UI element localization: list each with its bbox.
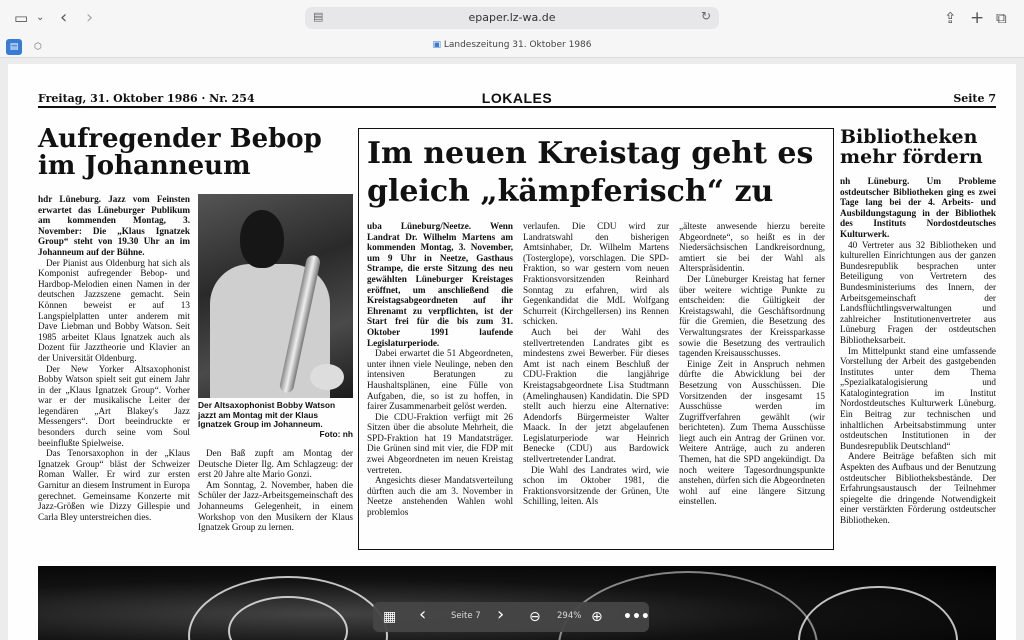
tab-favicon-icon: ▣ bbox=[432, 40, 444, 50]
article2-paragraph: Auch bei der Wahl des stellvertretenden Landrates gibt es mindestens zwei Bewerber. Für dieses Amt ist nach einem Beschluß der CDU-Fraktion die langjährige Kreistagsabgeordnete Lisa Studtmann (Amelinghausen) Kandidatin. Die SPD stellt auch hierzu eine Alternative: Adendorfs Bürgermeister Walter Maack. In der jetzt abgelaufenen Legislaturperiode war Heinrich Benecke (CDU) aus Bardowick stellvertretender Landrat. bbox=[523, 326, 669, 465]
article2-paragraph: Die Wahl des Landrates wird, wie schon im Oktober 1981, die Fraktionsvorsitzende der Grünen, Ute Schilling, leiten. Als bbox=[523, 464, 669, 507]
photo-caption-text: Der Altsaxophonist Bobby Watson jazzt am Montag mit der Klaus Ignatzek Group im Johanneum. bbox=[198, 400, 336, 430]
share-icon[interactable]: ⇪ bbox=[944, 9, 957, 27]
article1-paragraph: Den Baß zupft am Montag der Deutsche Dieter Ilg. Am Schlagzeug: der erst 20 Jahre alte Mario Gonzi. bbox=[198, 448, 353, 480]
forward-button[interactable]: › bbox=[86, 7, 94, 28]
saxophonist-photo bbox=[198, 194, 353, 398]
article1-column1 bbox=[38, 194, 190, 522]
tab-title[interactable] bbox=[0, 40, 1024, 50]
page-number: Seite 7 bbox=[953, 92, 996, 105]
viewer-toolbar bbox=[373, 602, 649, 632]
newspaper-page bbox=[8, 64, 1016, 640]
article3-headline: Bibliotheken mehr fördern bbox=[840, 126, 983, 168]
article2-paragraph: Die CDU-Fraktion verfügt mit 26 Sitzen über die absolute Mehrheit, die SPD-Fraktion hat 19 Mandatsträger. Die Grünen sind mit vier, die FDP mit zwei Abgeordneten im neuen Kreistag vertreten. bbox=[367, 411, 513, 475]
article2-box bbox=[358, 128, 834, 550]
article1-headline: Aufregender Bebop im Johanneum bbox=[38, 124, 322, 182]
issue-date: Freitag, 31. Oktober 1986 · Nr. 254 bbox=[38, 92, 255, 105]
article3-paragraph: 40 Vertreter aus 32 Bibliotheken und kulturellen Einrichtungen aus der ganzen Bundesrepublik besprachen unter Beteiligung von Vertretern des Bundesministeriums des Innern, der Arbeitsgemeinschaft der Landsflüchtlingsverwaltungen und zahlreicher Institutionenvertreter aus Lüneburg Fragen der ostdeutschen Bibliotheksarbeit. bbox=[840, 239, 996, 345]
back-button[interactable]: ‹ bbox=[60, 7, 68, 28]
photo-caption bbox=[198, 401, 353, 439]
more-icon[interactable]: ••• bbox=[623, 609, 650, 625]
browser-toolbar bbox=[0, 0, 1024, 36]
article1-paragraph: Der Pianist aus Oldenburg hat sich als Komponist aufregender Bebop- und Hardbop-Melodien einen Namen in der deutschen Jazzszene gemacht. Sein Können beweist er auf 13 Langspielplatten unter anderem mit Dave Liebman und Bobby Watson. Seit 1985 arbeitet Klaus Ignatzek auch als Dozent für Jazztheorie und Klavier an der Universität Oldenburg. bbox=[38, 257, 190, 363]
prev-page-button[interactable]: ‹ bbox=[419, 604, 427, 625]
tab-bar bbox=[0, 36, 1024, 58]
article2-paragraph: Dabei erwartet die 51 Abgeordneten, unter ihnen viele Neulinge, neben den intensiven Beratungen zu Haushaltsplänen, eine Fülle von Aufgaben, die, so ist zu hoffen, in fairer Zusammenarbeit gelöst werden. bbox=[367, 348, 513, 412]
article1-paragraph: Der New Yorker Altsaxophonist Bobby Watson spielt seit gut einem Jahr in der „Klaus Ignatzek Group“. Vorher war er der musikalische Leiter der legendären „Art Blakey's Jazz Messengers“. Dort beeindruckte er besonders durch seine vom Soul beeinflußte Spielweise. bbox=[38, 363, 190, 448]
url-text: epaper.lz-wa.de bbox=[468, 11, 556, 24]
article2-column2 bbox=[523, 221, 669, 507]
article2-paragraph: Der Lüneburger Kreistag hat ferner über weitere wichtige Punkte zu entscheiden: die Gültigkeit der Kreistagswahl, die Geschäftsordnung für die Gremien, die Besetzung des Verwaltungsrates der Kreissparkasse sowie die Besetzung des vertraulich tagenden Kreisausschusses. bbox=[679, 273, 825, 359]
article3-lead: nh Lüneburg. Um Probleme ostdeutscher Bibliotheken ging es zwei Tage lang bei der 4. Arbeits- und Ausbildungstagung in der Bibliothek des Instituts Nordostdeutsches Kulturwerk. bbox=[840, 176, 996, 239]
new-tab-button[interactable]: + bbox=[970, 8, 985, 28]
article2-paragraph: verlaufen. Die CDU wird zur Landratswahl den bisherigen Amtsinhaber, Dr. Wilhelm Martens (Tosterglope), vorschlagen. Die SPD-Fraktion, so war gestern vom neuen Fraktionsvorsitzenden Reinhard Sonntag zu erfahren, wird als Gegenkandidat die MdL Wolfgang Schurreit (Kirchgellersen) ins Rennen schicken. bbox=[523, 221, 669, 327]
viewer-canvas bbox=[0, 58, 1024, 640]
page-icon: ▤ bbox=[313, 10, 324, 23]
zoom-out-icon[interactable]: ⊖ bbox=[529, 609, 541, 625]
extension-icon[interactable]: ⬡ bbox=[34, 42, 42, 52]
viewer-page-label: Seite 7 bbox=[451, 611, 481, 621]
zoom-level: 294% bbox=[557, 611, 582, 621]
article3-paragraph: Im Mittelpunkt stand eine umfassende Vorstellung der Arbeit des gastgebenden Institutes unter dem Thema „Spezialkatalogisierung und Katalogintegration im Institut Nordostdeutsches Kulturwerk Lüneburg. Ein Beitrag zur technischen und inhaltlichen Arbeitsabstimmung unter ostdeutschen Institutionen in der Bundesrepublik Deutschland“ bbox=[840, 345, 996, 451]
photo-credit: Foto: nh bbox=[319, 428, 353, 439]
article3-column bbox=[840, 176, 996, 526]
reader-sidebar-icon[interactable]: ▤ bbox=[6, 39, 22, 55]
article1-paragraph: Am Sonntag, 2. November, haben die Schüler der Jazz-Arbeitsgemeinschaft des Johanneums Gelegenheit, in einem Workshop von den Musikern der Klaus Ignatzek Group zu lernen. bbox=[198, 479, 353, 533]
article2-column1 bbox=[367, 221, 513, 518]
article2-paragraph: Angesichts dieser Mandatsverteilung dürften auch die am 3. November in Neetze anstehenden Wahlen wohl problemlos bbox=[367, 475, 513, 518]
article3-paragraph: Andere Beiträge befaßten sich mit Aspekten des Aufbaus und der Benutzung ostdeutscher Bibliotheksbestände. Der Erfahrungsaustausch der Teilnehmer spiegelte die dringende Notwendigkeit einer verstärkten Förderung ostdeutscher Bibliotheken. bbox=[840, 451, 996, 525]
article2-headline: Im neuen Kreistag geht es gleich „kämpferisch“ zu bbox=[367, 136, 814, 209]
article2-paragraph: Einige Zeit in Anspruch nehmen dürfte die Abwicklung bei der Besetzung von Ausschüssen. Die Vorsitzenden der insgesamt 15 Ausschüsse werden im Zugriffverfahren gewählt (wir berichteten). Zum Thema Ausschüsse liegt auch ein Antrag der Grünen vor. Weitere Anträge, auch zu anderen Themen, hat die SPD angekündigt. Da noch weitere Tagesordnungspunkte anstehen, dürfen sich die Abgeordneten wohl auf eine längere Sitzung einstellen. bbox=[679, 358, 825, 507]
article1-paragraph: Das Tenorsaxophon in der „Klaus Ignatzek Group“ bläst der Schweizer Roman Waller. Er wird zur ersten Garnitur an diesem Instrument in Europa gerechnet. Gemeinsame Konzerte mit Jazz-Größen wie Dizzy Gillespie und Carla Bley unterstreichen dies. bbox=[38, 448, 190, 522]
reload-icon[interactable]: ↻ bbox=[700, 9, 711, 23]
newspaper-header bbox=[38, 90, 996, 108]
address-bar[interactable] bbox=[305, 7, 719, 29]
article2-lead: uba Lüneburg/Neetze. Wenn Landrat Dr. Wilhelm Martens am kommenden Montag, 3. November, um 9 Uhr in Neetze, Gasthaus Strampe, die erste Sitzung des neu gewählten Lüneburger Kreistages eröffnet, um anschließend die Kreistagsabgeordneten auf ihr Ehrenamt zu verpflichten, ist der Start frei für die bis zum 31. Oktober 1991 laufende Legislaturperiode. bbox=[367, 221, 513, 348]
tabs-overview-icon[interactable]: ⧉ bbox=[996, 9, 1007, 27]
article1-lead: hdr Lüneburg. Jazz vom Feinsten erwartet das Lüneburger Publikum am kommenden Montag, 3. November: Die „Klaus Ignatzek Group“ steht von 19.30 Uhr an im Johanneum auf der Bühne. bbox=[38, 194, 190, 257]
zoom-in-icon[interactable]: ⊕ bbox=[591, 609, 603, 625]
next-page-button[interactable]: › bbox=[497, 604, 505, 625]
article2-paragraph: „älteste anwesende hierzu bereite Abgeordnete“, so heißt es in der Niedersächsischen Landkreisordnung, amtiert sie bei der Wahl als Alterspräsidentin. bbox=[679, 221, 825, 274]
section-title: LOKALES bbox=[481, 90, 553, 106]
tab-title-text: Landeszeitung 31. Oktober 1986 bbox=[443, 40, 592, 50]
article2-column3 bbox=[679, 221, 825, 507]
sidebar-icon[interactable]: ▭ bbox=[14, 9, 29, 27]
chevron-down-icon[interactable]: ⌄ bbox=[36, 12, 45, 23]
article1-column2 bbox=[198, 448, 353, 533]
grid-icon[interactable]: ▦ bbox=[383, 609, 397, 625]
